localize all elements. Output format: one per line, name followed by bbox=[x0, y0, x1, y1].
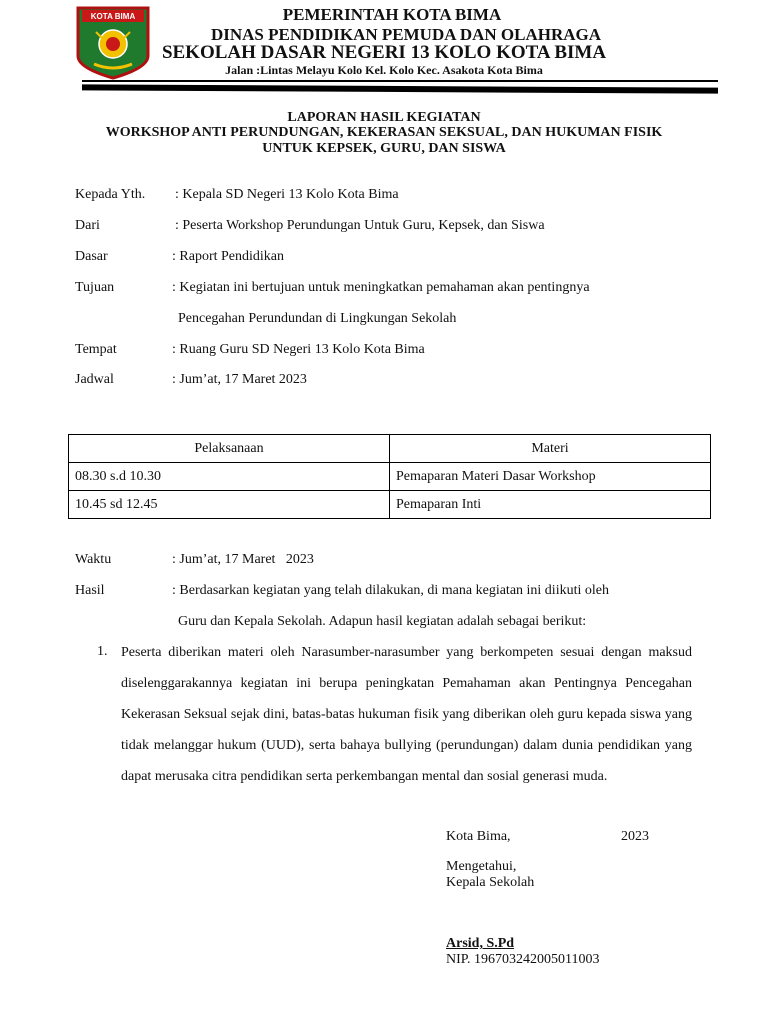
jadwal-label: Jadwal bbox=[75, 372, 114, 387]
table-cell-material: Pemaparan Inti bbox=[390, 491, 711, 519]
waktu-value: : Jum’at, 17 Maret 2023 bbox=[172, 552, 314, 567]
signatory-name: Arsid, S.Pd bbox=[446, 936, 515, 951]
header-rule-thin bbox=[82, 80, 718, 82]
dasar-value: : Raport Pendidikan bbox=[172, 249, 284, 264]
letterhead-line2: DINAS PENDIDIKAN PEMUDA DAN OLAHRAGA bbox=[210, 25, 602, 44]
logo-text: KOTA BIMA bbox=[90, 12, 136, 21]
schedule-table bbox=[68, 434, 711, 519]
table-cell-material: Pemaparan Materi Dasar Workshop bbox=[390, 463, 711, 491]
tujuan-value: : Kegiatan ini bertujuan untuk meningkatkan pemahaman akan pentingnya bbox=[172, 280, 590, 295]
letterhead-school-name: SEKOLAH DASAR NEGERI 13 KOLO KOTA BIMA bbox=[161, 42, 607, 63]
dasar-label: Dasar bbox=[75, 249, 108, 264]
table-cell-time: 08.30 s.d 10.30 bbox=[69, 463, 390, 491]
hasil-value-continued: Guru dan Kepala Sekolah. Adapun hasil kegiatan adalah sebagai berikut: bbox=[178, 614, 587, 629]
column-header-materi: Materi bbox=[390, 435, 711, 463]
table-row bbox=[69, 491, 711, 519]
header-rule-thick bbox=[82, 84, 718, 93]
tujuan-label: Tujuan bbox=[75, 280, 115, 295]
tempat-label: Tempat bbox=[75, 342, 117, 357]
list-item-text: Peserta diberikan materi oleh Narasumber-narasumber yang berkompeten sesuai dengan maksud diselenggarakannya kegiatan ini berupa peningkatan Pemahaman akan Pentingnya Pencegahan Kekerasan Seksual sejak dini, batas-batas hukuman fisik yang diberikan oleh guru kepada siswa yang tidak melanggar hukum (UUD), serta bahaya bullying (perundungan) dalam dunia pendidikan yang dapat merusaka citra pendidikan serta perkembangan mental dan sosial generasi muda. bbox=[121, 645, 692, 784]
tujuan-value-continued: Pencegahan Perundundan di Lingkungan Sekolah bbox=[178, 311, 457, 326]
kepada-value: : Kepala SD Negeri 13 Kolo Kota Bima bbox=[175, 187, 399, 202]
waktu-label: Waktu bbox=[75, 552, 112, 567]
jadwal-value: : Jum’at, 17 Maret 2023 bbox=[172, 372, 307, 387]
signature-role: Kepala Sekolah bbox=[446, 875, 535, 890]
hasil-label: Hasil bbox=[75, 583, 105, 598]
letterhead-line1: PEMERINTAH KOTA BIMA bbox=[282, 5, 502, 24]
report-audience: UNTUK KEPSEK, GURU, DAN SISWA bbox=[262, 141, 506, 156]
column-header-pelaksanaan: Pelaksanaan bbox=[69, 435, 390, 463]
signature-year: 2023 bbox=[621, 829, 649, 844]
signature-place: Kota Bima, bbox=[446, 829, 511, 844]
report-subtitle: WORKSHOP ANTI PERUNDUNGAN, KEKERASAN SEKSUAL, DAN HUKUMAN FISIK bbox=[105, 125, 663, 140]
table-row bbox=[69, 463, 711, 491]
report-title: LAPORAN HASIL KEGIATAN bbox=[287, 110, 481, 125]
letterhead-address: Jalan :Lintas Melayu Kolo Kel. Kolo Kec. Asakota Kota Bima bbox=[225, 63, 543, 77]
hasil-value: : Berdasarkan kegiatan yang telah dilakukan, di mana kegiatan ini diikuti oleh bbox=[172, 583, 609, 598]
list-item-number: 1. bbox=[97, 644, 108, 659]
dari-label: Dari bbox=[75, 218, 100, 233]
signatory-nip: NIP. 196703242005011003 bbox=[446, 952, 600, 967]
signature-acknowledge: Mengetahui, bbox=[446, 859, 517, 874]
kepada-label: Kepada Yth. bbox=[75, 187, 146, 202]
tempat-value: : Ruang Guru SD Negeri 13 Kolo Kota Bima bbox=[172, 342, 425, 357]
dari-value: : Peserta Workshop Perundungan Untuk Guru, Kepsek, dan Siswa bbox=[175, 218, 545, 233]
table-header-row bbox=[69, 435, 711, 463]
table-cell-time: 10.45 sd 12.45 bbox=[69, 491, 390, 519]
